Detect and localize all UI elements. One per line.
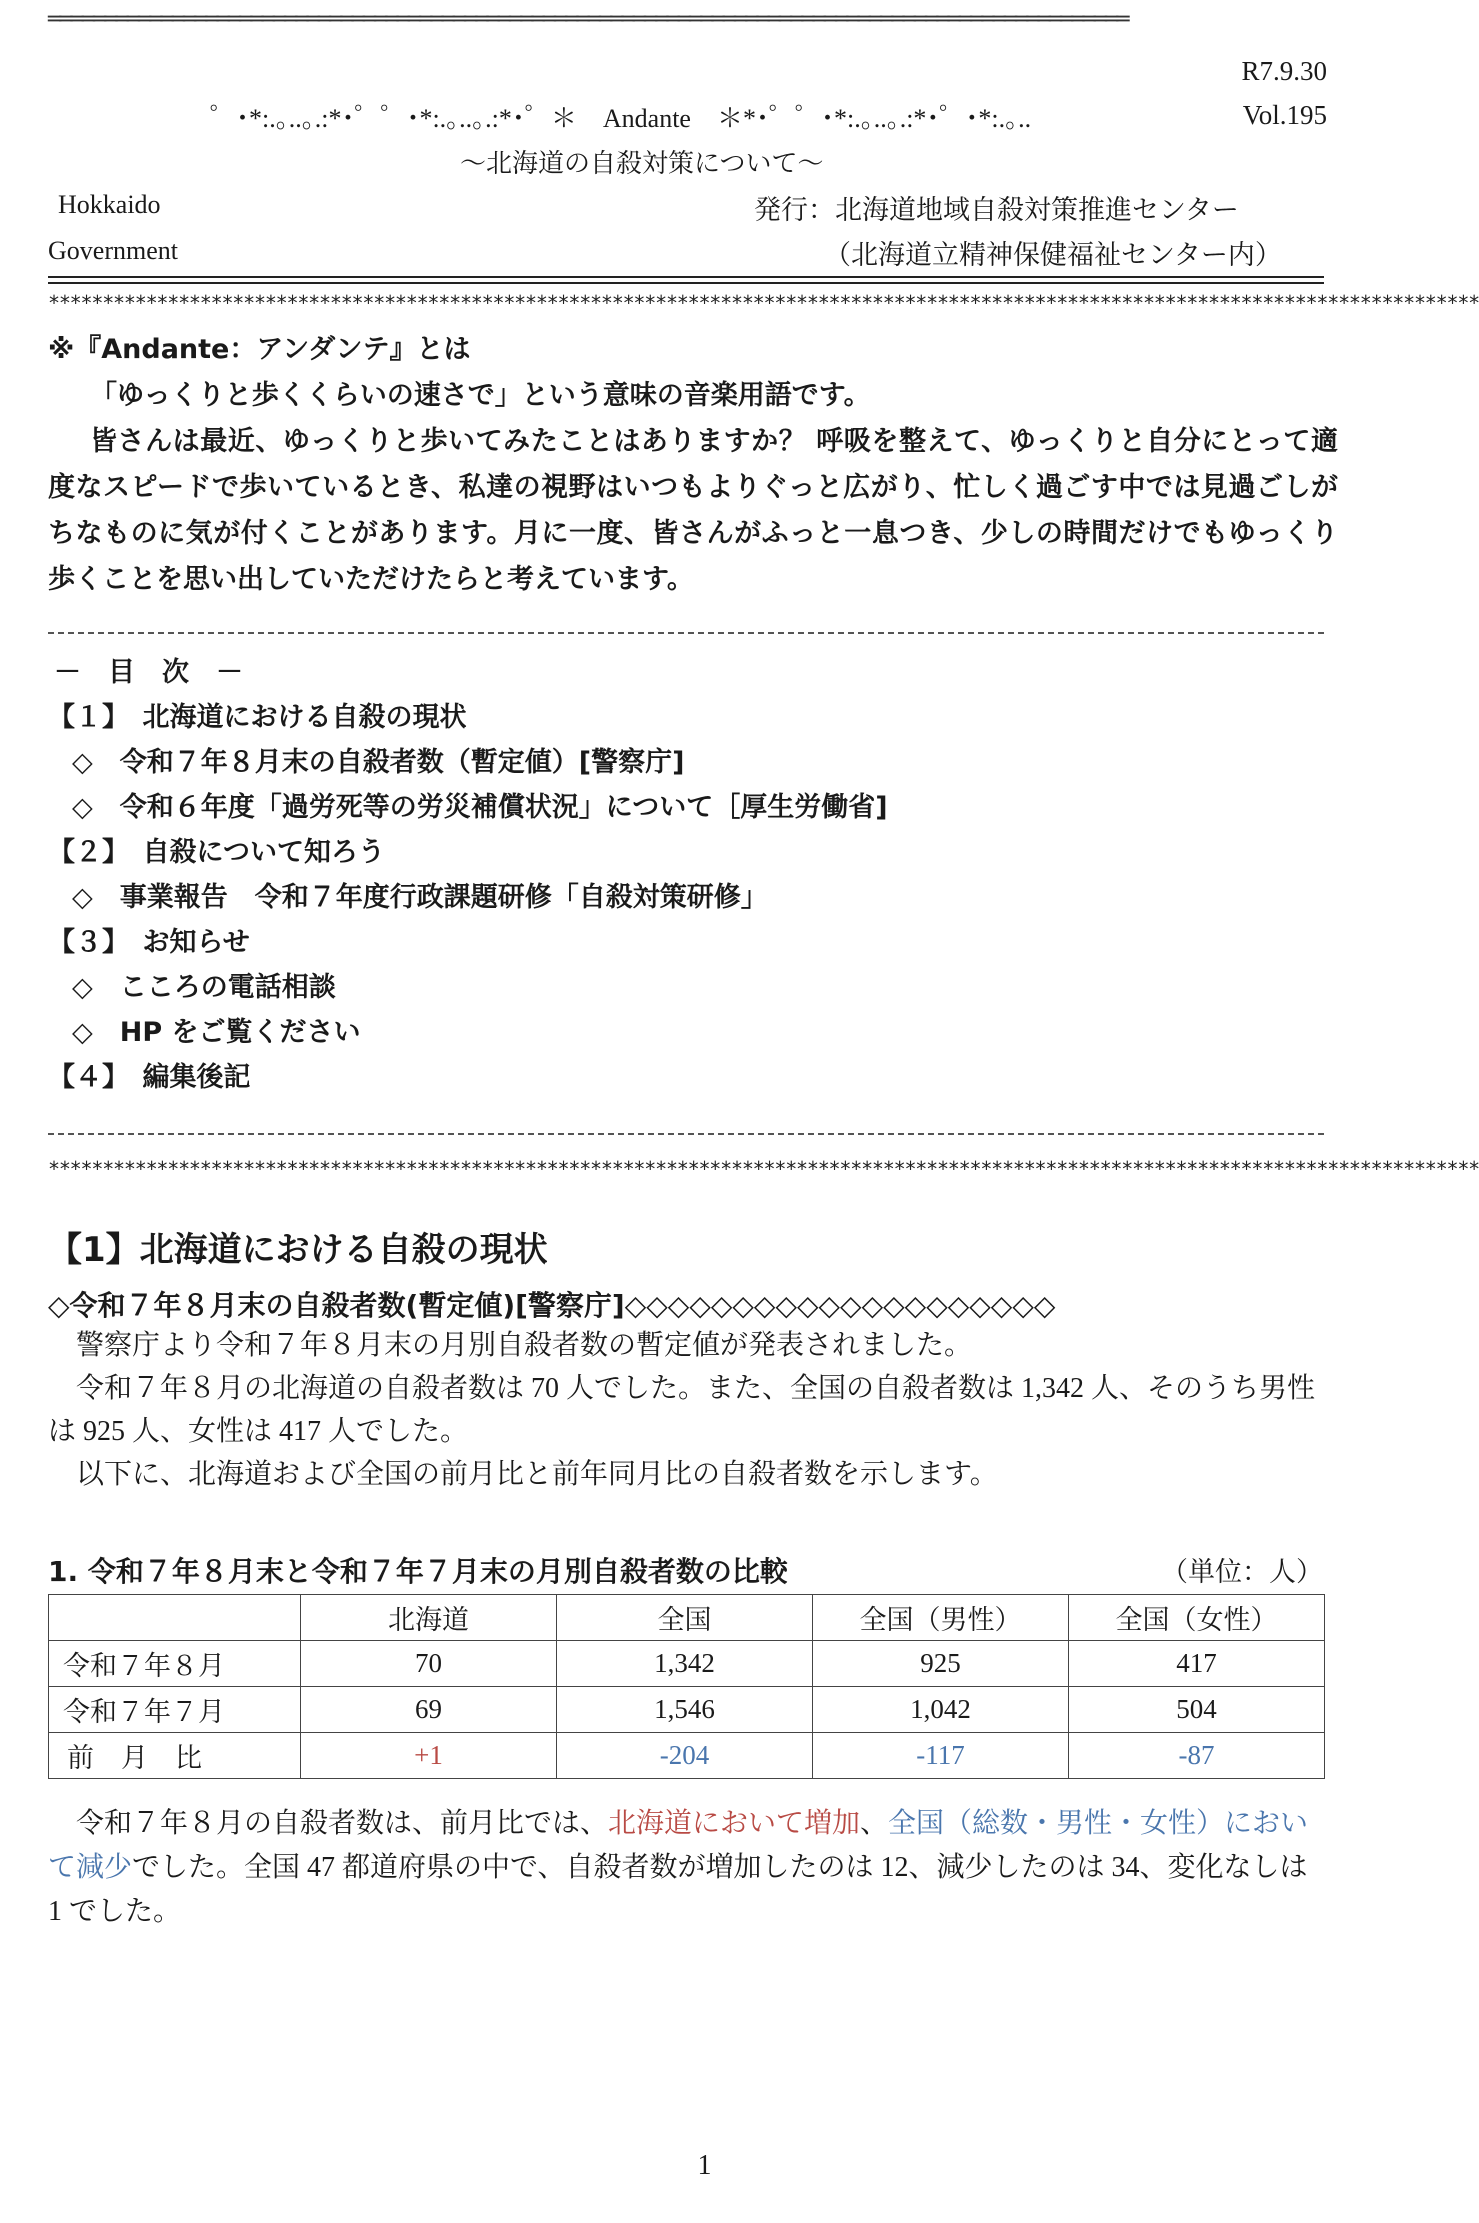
toc-item[interactable]: ◇ 事業報告 令和７年度行政課題研修「自殺対策研修」 — [72, 882, 768, 913]
newsletter-subtitle: ～北海道の自殺対策について～ — [460, 149, 824, 179]
toc-title: － 目 次 － — [54, 657, 243, 688]
section1-title: 【1】北海道における自殺の現状 — [48, 1230, 548, 1270]
table-row-label: 令和７年７月 — [49, 1687, 301, 1733]
toc-item[interactable]: ◇ HP をご覧ください — [72, 1017, 361, 1048]
summary-increase: 北海道において増加 — [608, 1808, 861, 1839]
table-cell: 70 — [301, 1641, 557, 1687]
org-name-line1: Hokkaido — [58, 190, 161, 219]
change-cell-increase: +1 — [301, 1733, 557, 1779]
issue-date: R7.9.30 — [1241, 56, 1327, 86]
table-of-contents — [48, 650, 1324, 1100]
table-header-cell: 全国（女性） — [1069, 1595, 1325, 1641]
table-header-cell: 全国 — [557, 1595, 813, 1641]
star-rule-1: ************************************************************************************************************************************ — [48, 291, 1479, 315]
table-cell: 1,042 — [813, 1687, 1069, 1733]
section1-body — [48, 1324, 1318, 1496]
header-double-rule — [48, 276, 1324, 284]
dashed-rule-1 — [48, 632, 1324, 634]
table-cell: 925 — [813, 1641, 1069, 1687]
table1-title: 1. 令和７年８月末と令和７年７月末の月別自殺者数の比較 — [48, 1555, 788, 1588]
top-rule: ════════════════════════════════════════════════════════════════════════════════════════════════ — [48, 7, 1128, 32]
change-cell-decrease: -117 — [813, 1733, 1069, 1779]
table-cell: 417 — [1069, 1641, 1325, 1687]
table-header-row — [49, 1595, 1325, 1641]
page-number: 1 — [697, 2150, 712, 2181]
table-cell: 1,342 — [557, 1641, 813, 1687]
toc-item[interactable]: 【１】 北海道における自殺の現状 — [48, 702, 467, 733]
section1-subheading: ◇令和７年８月末の自殺者数(暫定値)[警察庁]◇◇◇◇◇◇◇◇◇◇◇◇◇◇◇◇◇◇◇◇ — [48, 1289, 1056, 1322]
table-row-label: 令和７年８月 — [49, 1641, 301, 1687]
table-cell: 504 — [1069, 1687, 1325, 1733]
summary-decrease: 全国（総数・男性・女性）において減少 — [48, 1808, 1309, 1883]
section1-p2: 令和７年８月の北海道の自殺者数は 70 人でした。また、全国の自殺者数は 1,342 人、そのうち男性は 925 人、女性は 417 人でした。 — [48, 1373, 1316, 1447]
toc-item[interactable]: 【２】 自殺について知ろう — [48, 837, 385, 868]
table-cell: 1,546 — [557, 1687, 813, 1733]
toc-item[interactable]: ◇ 令和６年度「過労死等の労災補償状況」について［厚生労働省] — [72, 792, 888, 823]
table-header-cell — [49, 1595, 301, 1641]
change-cell-decrease: -204 — [557, 1733, 813, 1779]
section1-p1: 警察庁より令和７年８月末の月別自殺者数の暫定値が発表されました。 — [76, 1330, 973, 1361]
table1-unit: （単位：人） — [1161, 1557, 1323, 1587]
publisher-sub: （北海道立精神保健福祉センター内） — [824, 240, 1282, 271]
table-header-cell: 北海道 — [301, 1595, 557, 1641]
intro-block — [48, 327, 1338, 603]
toc-item[interactable]: ◇ 令和７年８月末の自殺者数（暫定値）[警察庁] — [72, 747, 685, 778]
summary-part2: 、 — [860, 1808, 889, 1839]
dashed-rule-2 — [48, 1133, 1324, 1135]
table-row — [49, 1641, 1325, 1687]
publisher: 発行：北海道地域自殺対策推進センター — [754, 195, 1239, 226]
table-header-cell: 全国（男性） — [813, 1595, 1069, 1641]
table-row — [49, 1687, 1325, 1733]
star-rule-2: ************************************************************************************************************************************ — [48, 1157, 1479, 1181]
table-row — [49, 1733, 1325, 1779]
intro-line1: 「ゆっくりと歩くくらいの速さで」という意味の音楽用語です。 — [90, 380, 871, 411]
suicide-count-table — [48, 1594, 1325, 1779]
summary-part1: 令和７年８月の自殺者数は、前月比では、 — [76, 1808, 609, 1839]
summary-part3: でした。全国 47 都道府県の中で、自殺者数が増加したのは 12、減少したのは 34、変化なしは 1 でした。 — [48, 1852, 1308, 1927]
summary-paragraph — [48, 1802, 1318, 1934]
toc-item[interactable]: 【４】 編集後記 — [48, 1062, 251, 1093]
newsletter-title: ゜･*:.｡..｡.:*･゜゜･*:.｡..｡.:*･゜＊ Andante ＊*･゜゜･*:.｡..｡.:*･゜･*:.｡.. — [210, 104, 1032, 133]
toc-item[interactable]: 【３】 お知らせ — [48, 927, 250, 958]
org-name-line2: Government — [48, 236, 178, 265]
issue-volume: Vol.195 — [1242, 100, 1327, 130]
intro-heading: ※『Andante：アンダンテ』とは — [48, 334, 471, 365]
table-row-label: 前 月 比 — [49, 1733, 301, 1779]
change-cell-decrease: -87 — [1069, 1733, 1325, 1779]
intro-paragraph: 皆さんは最近、ゆっくりと歩いてみたことはありますか？ 呼吸を整えて、ゆっくりと自分にとって適度なスピードで歩いているとき、私達の視野はいつもよりぐっと広がり、忙しく過ごす中では見過ごしがちなものに気が付くことがあります。月に一度、皆さんがふっと一息つき、少しの時間だけでもゆっくり歩くことを思い出していただけたらと考えています。 — [48, 426, 1338, 595]
section1-p3: 以下に、北海道および全国の前月比と前年同月比の自殺者数を示します。 — [76, 1459, 998, 1490]
toc-item[interactable]: ◇ こころの電話相談 — [72, 972, 336, 1003]
table-cell: 69 — [301, 1687, 557, 1733]
